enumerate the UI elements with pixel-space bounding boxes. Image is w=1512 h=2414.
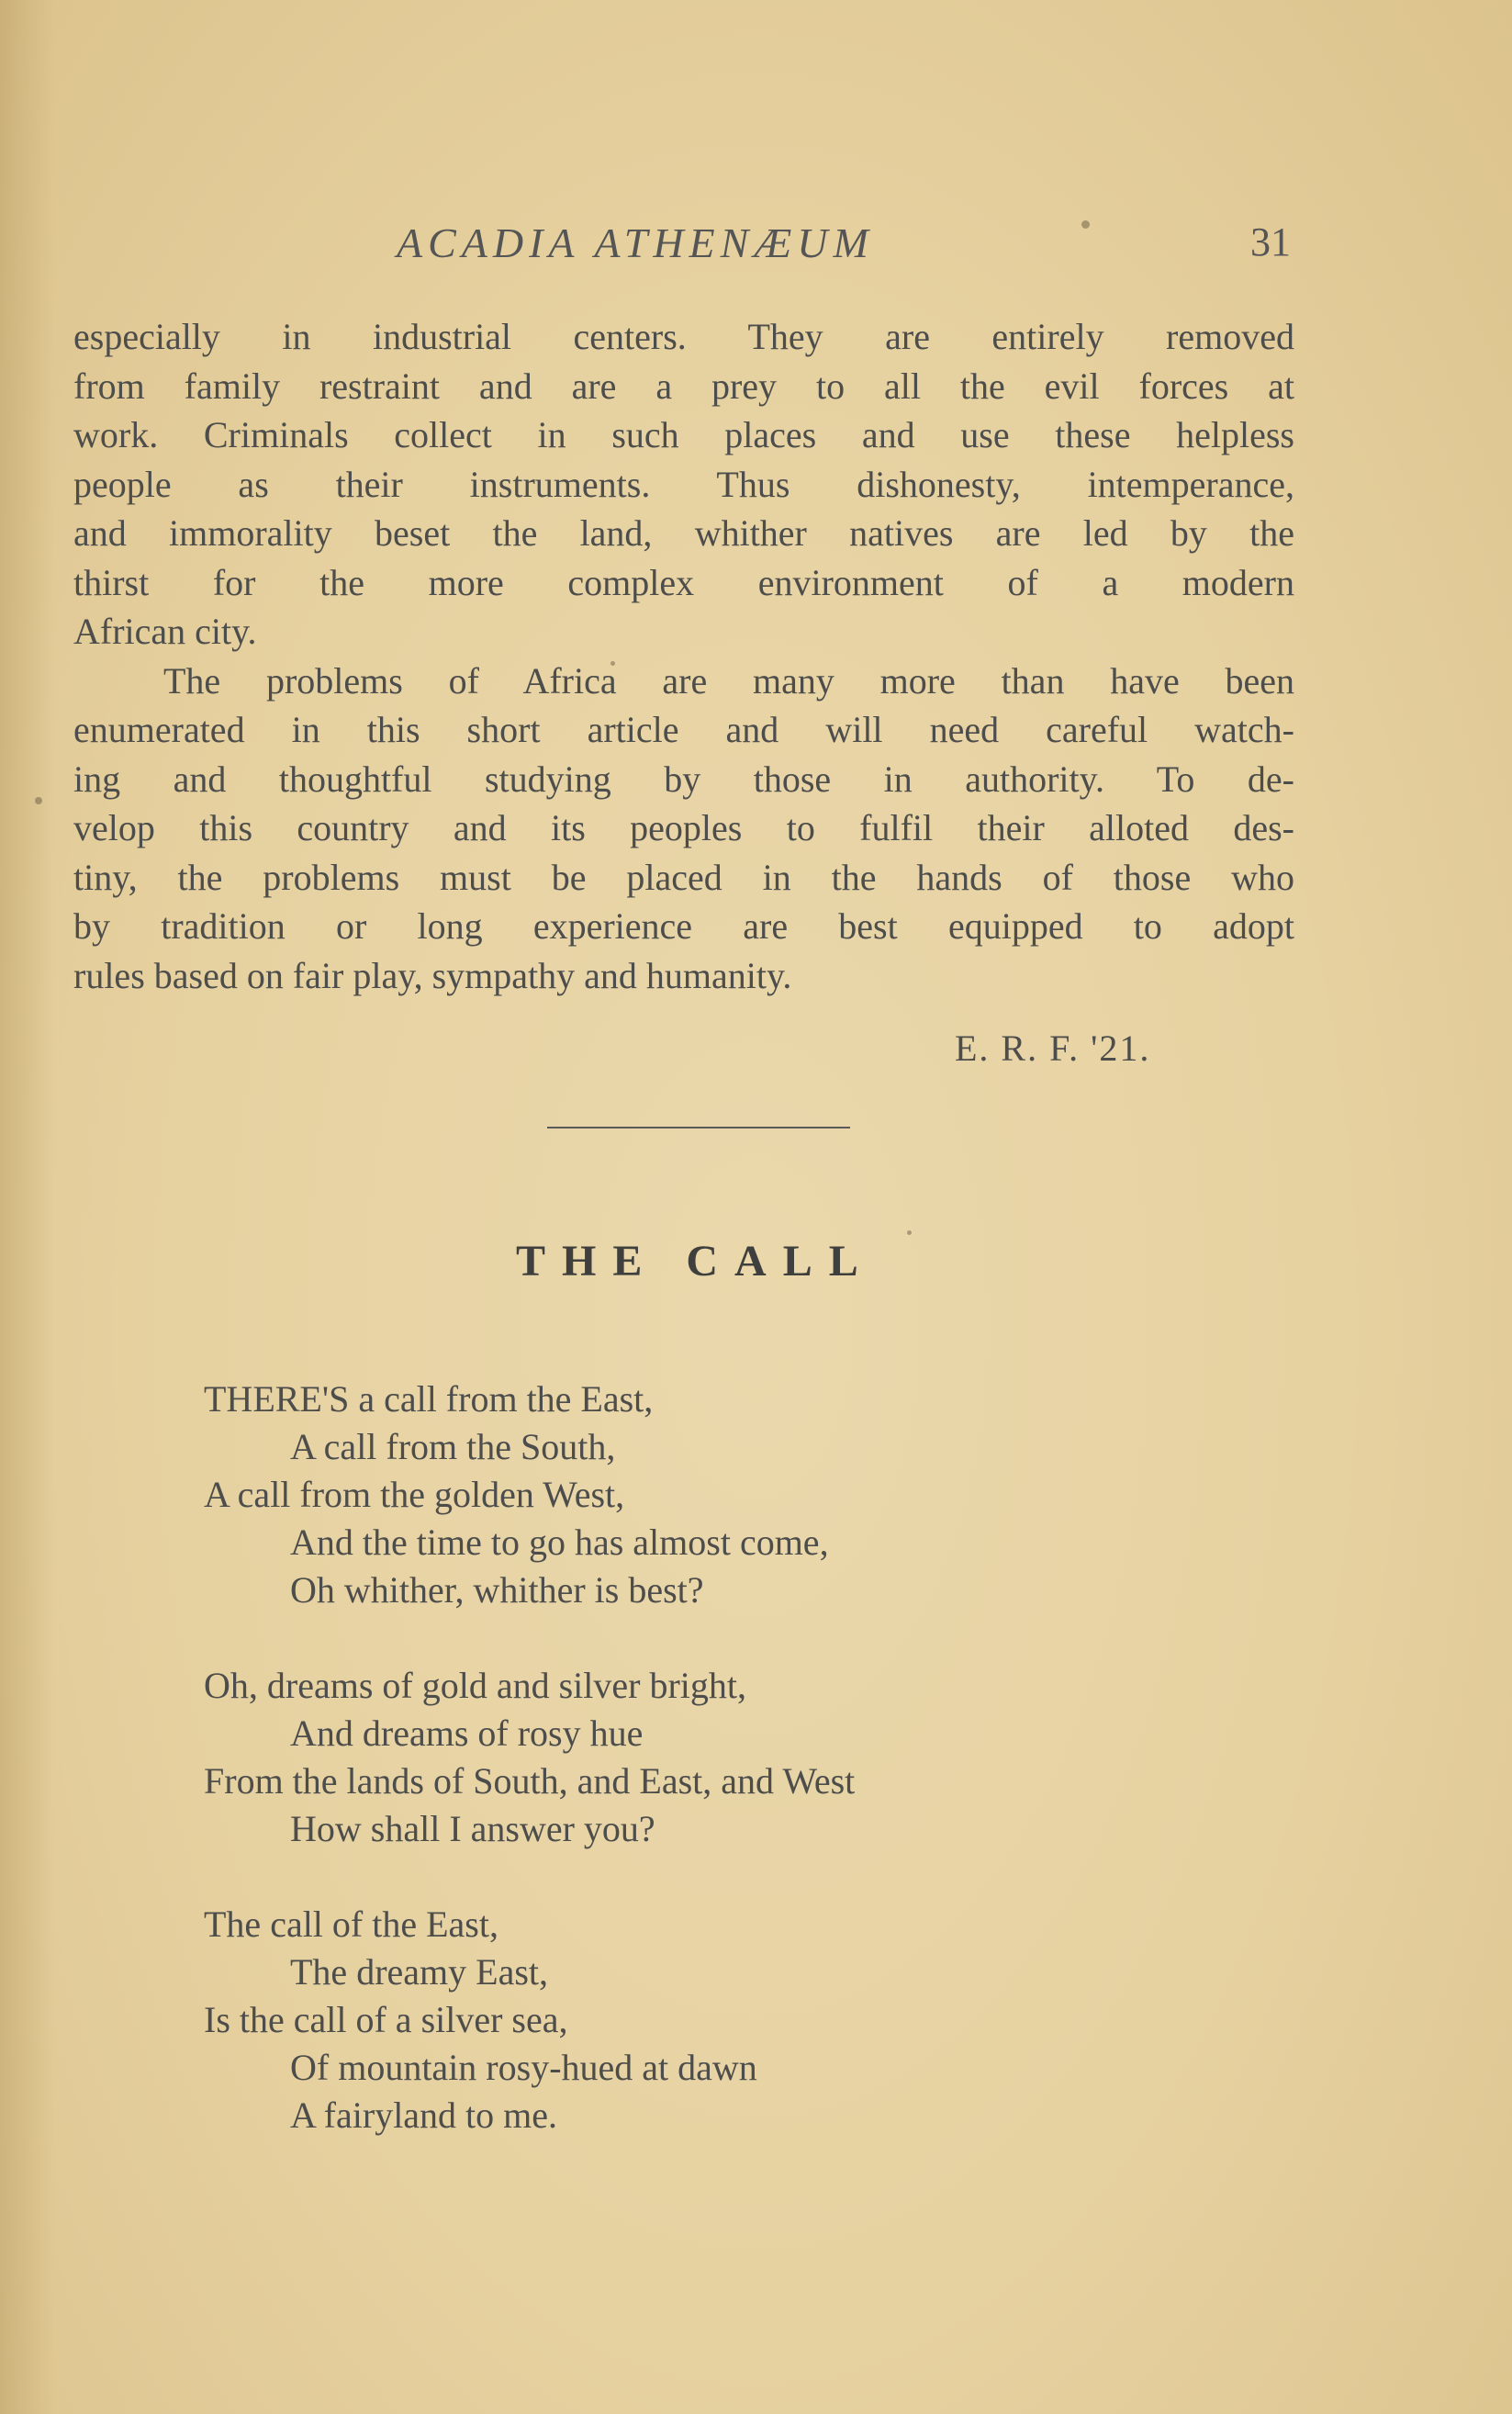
text-line: tiny, the problems must be placed in the hands of those who: [73, 856, 1294, 898]
text-line: people as their instruments. Thus dishonesty, intemperance,: [73, 463, 1294, 505]
page-number: 31: [1250, 219, 1291, 264]
paper-speck: [1081, 220, 1090, 229]
poem-body: [204, 1375, 855, 2187]
text-line: especially in industrial centers. They are entirely removed: [73, 316, 1294, 357]
text-line: African city.: [73, 611, 257, 652]
verse-line: Oh whither, whither is best?: [290, 1569, 704, 1611]
paper-speck: [35, 797, 42, 804]
verse-line: Of mountain rosy-hued at dawn: [290, 2047, 757, 2088]
article-text: [73, 312, 1294, 1000]
text-line: thirst for the more complex environment of a modern: [73, 561, 1294, 603]
author-signature: E. R. F. '21.: [955, 1027, 1151, 1069]
page-gutter-shadow: [0, 0, 55, 2414]
section-divider: [547, 1127, 850, 1128]
text-line: rules based on fair play, sympathy and humanity.: [73, 954, 792, 996]
stanza-3: [204, 1901, 855, 2139]
text-line: The problems of Africa are many more than have been: [163, 659, 1294, 702]
verse-line: From the lands of South, and East, and West: [204, 1760, 856, 1802]
stanza-2: [204, 1662, 855, 1853]
text-line: velop this country and its peoples to fulfil their alloted des-: [73, 807, 1294, 848]
text-line: and immorality beset the land, whither natives are led by the: [73, 512, 1294, 554]
verse-line: THERE'S a call from the East,: [204, 1378, 654, 1420]
running-head: [0, 219, 1512, 274]
text-line: from family restraint and are a prey to all the evil forces at: [73, 365, 1294, 407]
text-line: enumerated in this short article and will need careful watch-: [73, 709, 1294, 750]
stanza-1: [204, 1375, 855, 1614]
paragraph-1: [73, 312, 1294, 657]
verse-line: And the time to go has almost come,: [290, 1521, 829, 1563]
verse-line: A call from the South,: [290, 1426, 616, 1467]
verse-line: Oh, dreams of gold and silver bright,: [204, 1665, 746, 1706]
running-head-title: ACADIA ATHENÆUM: [397, 219, 874, 266]
verse-line: And dreams of rosy hue: [290, 1712, 644, 1754]
verse-line: The dreamy East,: [290, 1951, 548, 1993]
paper-speck: [907, 1230, 912, 1235]
verse-line: How shall I answer you?: [290, 1808, 655, 1849]
text-line: ing and thoughtful studying by those in authority. To de-: [73, 758, 1294, 800]
paragraph-2: [73, 657, 1294, 1001]
verse-line: The call of the East,: [204, 1903, 498, 1945]
poem-title: THE CALL: [516, 1237, 875, 1286]
verse-line: A fairyland to me.: [290, 2094, 558, 2136]
text-line: by tradition or long experience are best equipped to adopt: [73, 905, 1294, 947]
text-line: work. Criminals collect in such places and use these helpless: [73, 414, 1294, 455]
verse-line: Is the call of a silver sea,: [204, 1999, 568, 2040]
paper-speck: [610, 661, 615, 666]
verse-line: A call from the golden West,: [204, 1474, 625, 1515]
